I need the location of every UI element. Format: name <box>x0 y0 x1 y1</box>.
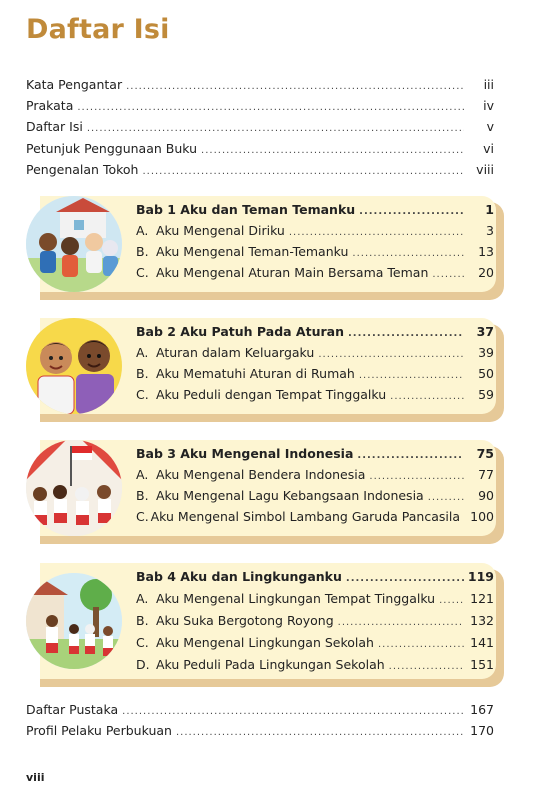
toc-entry[interactable] <box>26 141 494 161</box>
section-entry[interactable] <box>136 387 494 407</box>
section-page: 59 <box>478 387 494 402</box>
toc-entry-page: vi <box>483 141 494 156</box>
page-number: viii <box>26 771 45 784</box>
dot-leader <box>176 727 464 738</box>
section-letter: A. <box>136 467 149 482</box>
section-letter: A. <box>136 223 149 238</box>
dot-leader <box>348 328 464 339</box>
section-entry[interactable] <box>136 467 494 487</box>
chapter-illustration <box>26 318 122 414</box>
section-label: Aku Peduli dengan Tempat Tinggalku <box>156 387 387 402</box>
chapter-title-entry[interactable] <box>136 202 494 222</box>
section-entry[interactable] <box>136 591 494 611</box>
chapter-title: Bab 2 Aku Patuh Pada Aturan <box>136 324 344 339</box>
section-label: Aku Suka Bergotong Royong <box>156 613 334 628</box>
section-letter: C. <box>136 387 149 402</box>
toc-entry[interactable] <box>26 98 494 118</box>
dot-leader <box>318 349 464 360</box>
toc-entry-page: viii <box>476 162 494 177</box>
chapter-page: 37 <box>476 324 494 339</box>
dot-leader <box>369 471 464 482</box>
section-letter: D. <box>136 657 150 672</box>
toc-entry-label: Daftar Pustaka <box>26 702 119 717</box>
section-label: Aku Mematuhi Aturan di Rumah <box>156 366 355 381</box>
section-label: Aku Mengenal Teman-Temanku <box>156 244 349 259</box>
dot-leader <box>390 391 464 402</box>
toc-entry-label: Prakata <box>26 98 74 113</box>
toc-entry-label: Daftar Isi <box>26 119 83 134</box>
section-label: Aku Mengenal Lingkungan Sekolah <box>156 635 374 650</box>
chapter-block <box>26 196 504 292</box>
section-label: Aku Mengenal Lingkungan Tempat Tinggalku <box>156 591 436 606</box>
section-page: 20 <box>478 265 494 280</box>
section-label: Aku Mengenal Bendera Indonesia <box>156 467 366 482</box>
toc-entry[interactable] <box>26 723 494 743</box>
section-page: 141 <box>470 635 494 650</box>
section-entry[interactable] <box>136 488 494 508</box>
chapter-page: 1 <box>485 202 494 217</box>
section-letter: A. <box>136 591 149 606</box>
section-entry[interactable] <box>136 635 494 655</box>
section-label: Aturan dalam Keluargaku <box>156 345 315 360</box>
dot-leader <box>428 492 464 503</box>
dot-leader <box>77 102 464 113</box>
toc-entry-label: Pengenalan Tokoh <box>26 162 139 177</box>
section-letter: B. <box>136 613 149 628</box>
section-entry[interactable] <box>136 509 494 529</box>
section-page: 13 <box>478 244 494 259</box>
section-letter: C. <box>136 265 149 280</box>
section-page: 77 <box>478 467 494 482</box>
dot-leader <box>359 370 464 381</box>
dot-leader <box>359 206 464 217</box>
section-label: Aku Mengenal Simbol Lambang Garuda Pancasila <box>150 509 460 524</box>
chapter-title: Bab 1 Aku dan Teman Temanku <box>136 202 356 217</box>
section-entry[interactable] <box>136 244 494 264</box>
chapter-title-entry[interactable] <box>136 446 494 466</box>
dot-leader <box>122 706 464 717</box>
section-page: 3 <box>486 223 494 238</box>
toc-entry-label: Kata Pengantar <box>26 77 123 92</box>
chapter-block <box>26 318 504 414</box>
section-page: 151 <box>470 657 494 672</box>
section-page: 50 <box>478 366 494 381</box>
dot-leader <box>87 123 464 134</box>
section-entry[interactable] <box>136 345 494 365</box>
section-label: Aku Mengenal Aturan Main Bersama Teman <box>156 265 429 280</box>
section-label: Aku Mengenal Lagu Kebangsaan Indonesia <box>156 488 424 503</box>
toc-entry-page: iii <box>483 77 494 92</box>
section-letter: C. <box>136 509 149 524</box>
dot-leader <box>352 248 464 259</box>
chapter-title-entry[interactable] <box>136 324 494 344</box>
chapter-illustration <box>26 440 122 536</box>
chapter-page: 75 <box>476 446 494 461</box>
dot-leader <box>439 595 464 606</box>
dot-leader <box>201 145 464 156</box>
dot-leader <box>357 450 464 461</box>
section-entry[interactable] <box>136 223 494 243</box>
chapter-title-entry[interactable] <box>136 569 494 589</box>
section-letter: B. <box>136 244 149 259</box>
dot-leader <box>142 166 464 177</box>
dot-leader <box>432 269 464 280</box>
chapter-illustration <box>26 573 122 669</box>
chapter-block <box>26 563 504 679</box>
chapter-page: 119 <box>467 569 494 584</box>
toc-entry[interactable] <box>26 77 494 97</box>
chapter-title: Bab 4 Aku dan Lingkunganku <box>136 569 342 584</box>
chapter-title: Bab 3 Aku Mengenal Indonesia <box>136 446 354 461</box>
section-entry[interactable] <box>136 265 494 285</box>
dot-leader <box>289 227 464 238</box>
section-letter: A. <box>136 345 149 360</box>
section-letter: B. <box>136 366 149 381</box>
toc-entry[interactable] <box>26 119 494 139</box>
section-letter: B. <box>136 488 149 503</box>
dot-leader <box>338 617 464 628</box>
toc-entry-page: iv <box>483 98 494 113</box>
dot-leader <box>378 639 464 650</box>
section-label: Aku Mengenal Diriku <box>156 223 285 238</box>
chapter-block <box>26 440 504 536</box>
section-entry[interactable] <box>136 657 494 677</box>
toc-entry-page: 170 <box>470 723 494 738</box>
section-page: 100 <box>470 509 494 524</box>
section-page: 132 <box>470 613 494 628</box>
section-page: 90 <box>478 488 494 503</box>
dot-leader <box>126 81 464 92</box>
toc-entry-label: Profil Pelaku Perbukuan <box>26 723 172 738</box>
toc-entry[interactable] <box>26 702 494 722</box>
section-entry[interactable] <box>136 613 494 633</box>
section-page: 39 <box>478 345 494 360</box>
toc-entry-label: Petunjuk Penggunaan Buku <box>26 141 198 156</box>
section-letter: C. <box>136 635 149 650</box>
toc-entry-page: v <box>486 119 494 134</box>
toc-entry[interactable] <box>26 162 494 182</box>
section-page: 121 <box>470 591 494 606</box>
dot-leader <box>389 661 464 672</box>
section-entry[interactable] <box>136 366 494 386</box>
page-title: Daftar Isi <box>26 14 170 45</box>
chapter-illustration <box>26 196 122 292</box>
section-label: Aku Peduli Pada Lingkungan Sekolah <box>156 657 385 672</box>
dot-leader <box>346 573 464 584</box>
toc-entry-page: 167 <box>470 702 494 717</box>
